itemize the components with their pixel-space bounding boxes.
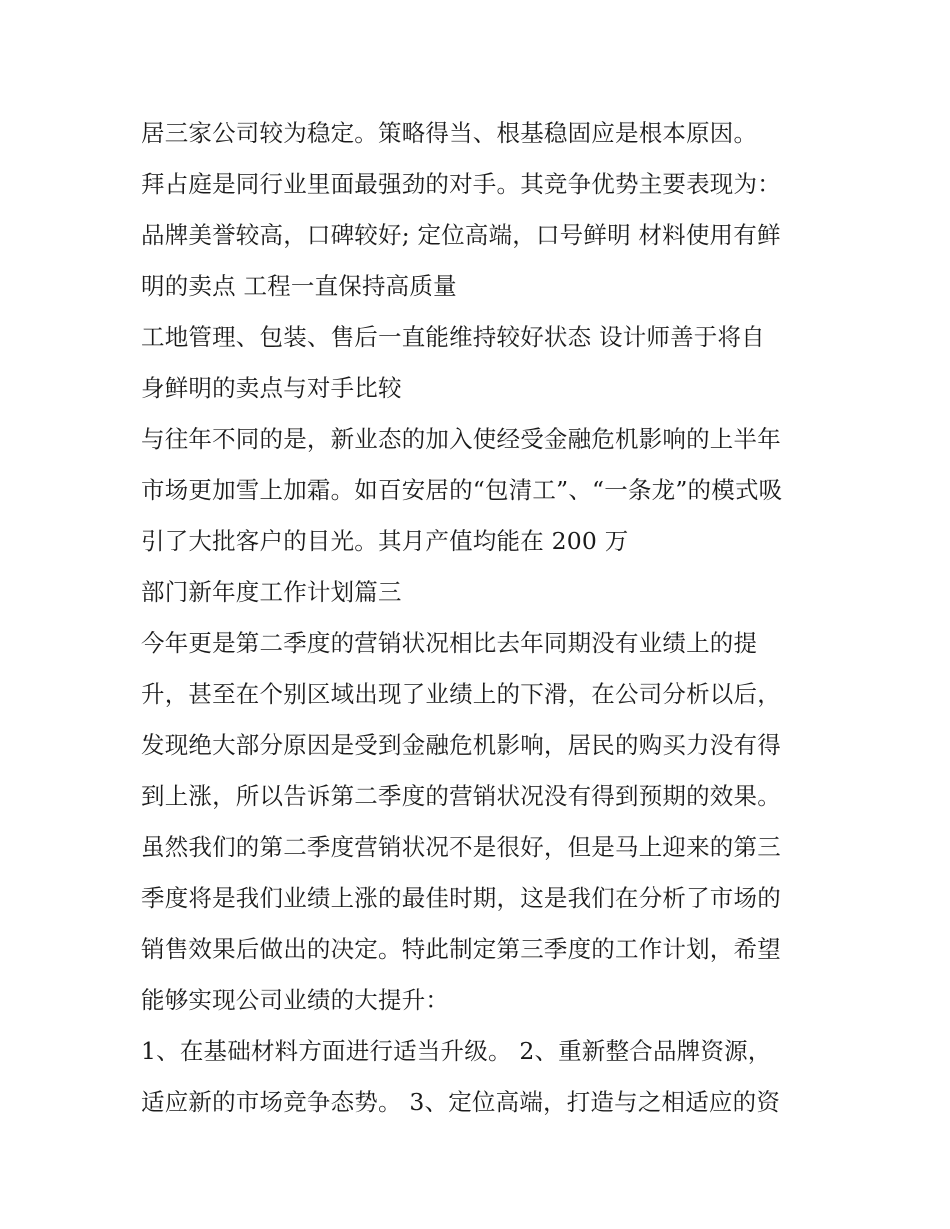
text-line: 明的卖点 工程一直保持高质量 [141,272,457,300]
text-line: 身鲜明的卖点与对手比较 [141,374,402,402]
text-line: 季度将是我们业绩上涨的最佳时期，这是我们在分析了市场的 [141,884,781,912]
document-body [141,108,821,1128]
text-line: 引了大批客户的目光。其月产值均能在 200 万 [141,527,629,555]
text-line: 市场更加雪上加霜。如百安居的“包清工”、“一条龙”的模式吸 [141,476,783,504]
section-heading: 部门新年度工作计划篇三 [141,578,402,606]
text-line: 虽然我们的第二季度营销状况不是很好，但是马上迎来的第三 [141,833,781,861]
text-line: 品牌美誉较高，口碑较好; 定位高端，口号鲜明 材料使用有鲜 [141,221,781,249]
text-line: 发现绝大部分原因是受到金融危机影响，居民的购买力没有得 [141,731,781,759]
text-line: 升，甚至在个别区域出现了业绩上的下滑，在公司分析以后， [141,680,781,708]
text-line: 与往年不同的是，新业态的加入使经受金融危机影响的上半年 [141,425,781,453]
list-item-line: 适应新的市场竞争态势。 3、定位高端，打造与之相适应的资 [141,1088,781,1116]
text-line: 销售效果后做出的决定。特此制定第三季度的工作计划，希望 [141,935,781,963]
text-line: 能够实现公司业绩的大提升： [141,986,450,1014]
text-line: 今年更是第二季度的营销状况相比去年同期没有业绩上的提 [141,629,758,657]
list-item-line: 1、在基础材料方面进行适当升级。 2、重新整合品牌资源， [141,1037,772,1065]
text-line: 拜占庭是同行业里面最强劲的对手。其竞争优势主要表现为： [141,170,781,198]
text-line: 到上涨，所以告诉第二季度的营销状况没有得到预期的效果。 [141,782,781,810]
text-line: 工地管理、包装、售后一直能维持较好状态 设计师善于将自 [141,323,765,351]
text-line: 居三家公司较为稳定。策略得当、根基稳固应是根本原因。 [141,119,758,147]
